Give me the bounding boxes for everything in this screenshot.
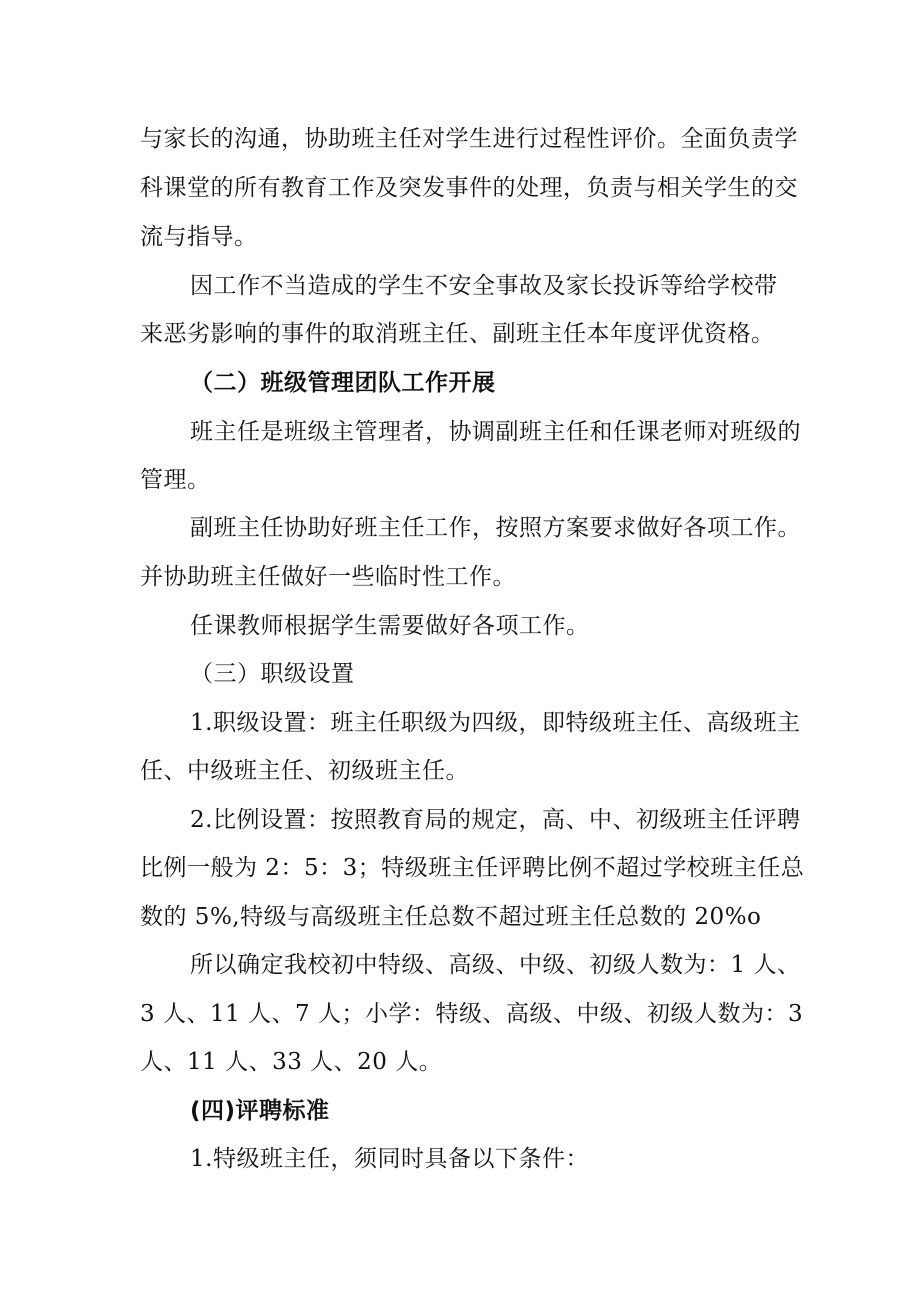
text-line: 人、11 人、33 人、20 人。: [140, 1049, 443, 1075]
text-line: 并协助班主任做好一些临时性工作。: [140, 564, 516, 590]
text-line: 流与指导。: [140, 224, 258, 250]
text-line: 班主任是班级主管理者，协调副班主任和任课老师对班级的: [190, 419, 801, 445]
text-line: 1.职级设置：班主任职级为四级，即特级班主任、高级班主: [190, 710, 801, 736]
section-heading: (四)评聘标准: [190, 1098, 330, 1124]
text-line: 所以确定我校初中特级、高级、中级、初级人数为：1 人、: [190, 952, 801, 978]
text-line: 因工作不当造成的学生不安全事故及家长投诉等给学校带: [190, 273, 778, 299]
text-line: 科课堂的所有教育工作及突发事件的处理，负责与相关学生的交: [140, 175, 798, 201]
text-line: 比例一般为 2：5：3；特级班主任评聘比例不超过学校班主任总: [140, 855, 805, 881]
section-heading: （三）职级设置: [190, 661, 355, 687]
text-line: 任、中级班主任、初级班主任。: [140, 758, 469, 784]
text-line: 来恶劣影响的事件的取消班主任、副班主任本年度评优资格。: [140, 321, 775, 347]
text-line: 副班主任协助好班主任工作，按照方案要求做好各项工作。: [190, 515, 801, 541]
text-line: 1.特级班主任，须同时具备以下条件：: [190, 1146, 589, 1172]
text-line: 2.比例设置：按照教育局的规定，高、中、初级班主任评聘: [190, 807, 801, 833]
text-line: 数的 5%,特级与高级班主任总数不超过班主任总数的 20%o: [140, 904, 762, 930]
text-line: 管理。: [140, 467, 211, 493]
text-line: 与家长的沟通，协助班主任对学生进行过程性评价。全面负责学: [140, 126, 798, 152]
text-line: 任课教师根据学生需要做好各项工作。: [190, 613, 590, 639]
section-heading: （二）班级管理团队工作开展: [190, 370, 496, 396]
text-line: 3 人、11 人、7 人；小学：特级、高级、中级、初级人数为：3: [140, 1001, 804, 1027]
